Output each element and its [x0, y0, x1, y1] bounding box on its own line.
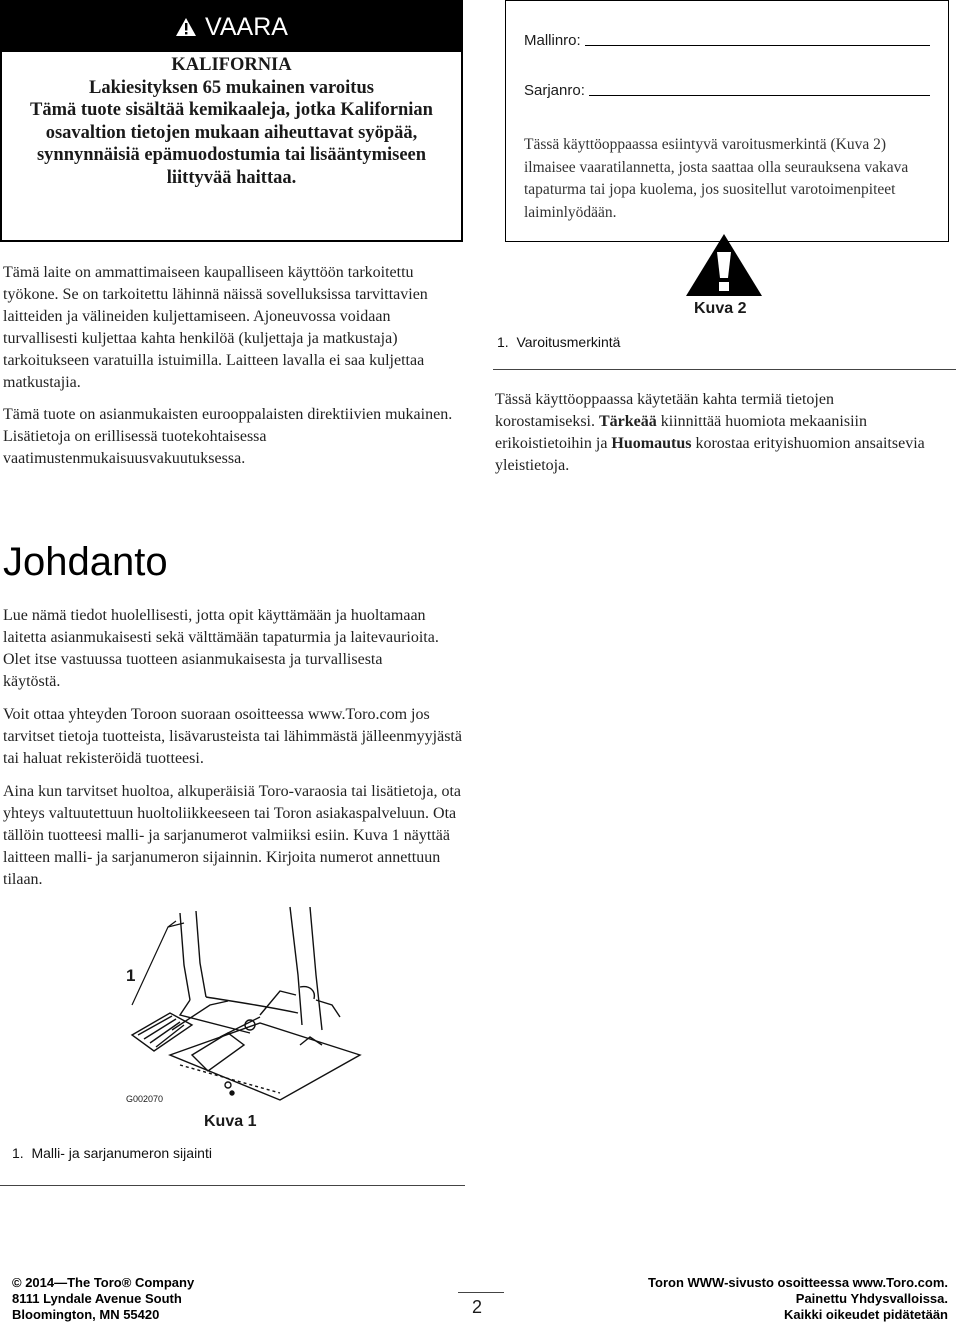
figure-2-legend: 1. Varoitusmerkintä: [497, 334, 621, 350]
section-title: Johdanto: [3, 540, 168, 584]
page-number-rule: [458, 1292, 504, 1293]
footer-website: Toron WWW-sivusto osoitteessa www.Toro.com.: [648, 1275, 948, 1290]
figure-1-callout: 1: [126, 966, 136, 985]
figure-2-caption: Kuva 2: [694, 300, 747, 317]
safety-alert-description: Tässä käyttöoppaassa esiintyvä varoitusmerkintä (Kuva 2) ilmaisee vaaratilannetta, josta saattaa olla seurauksena vakava tapaturma tai jopa kuolema, jos suositellut varotoimenpiteet laiminlyödään.: [524, 136, 909, 221]
terms-text-before: Tässä käyttöoppaassa käytetään kahta termiä tietojen korostamiseksi.: [495, 391, 834, 430]
serial-number-box: [505, 0, 949, 242]
warning-box: [0, 0, 463, 242]
terms-paragraph: [495, 389, 935, 477]
footer-left: [12, 1275, 194, 1323]
footer-printed: Painettu Yhdysvalloissa.: [795, 1291, 948, 1306]
footer-right: [648, 1275, 948, 1323]
model-number-line: [585, 45, 930, 46]
footer-copyright: © 2014—The Toro® Company: [12, 1275, 195, 1290]
warning-header: [2, 2, 461, 52]
footer-rights: Kaikki oikeudet pidätetään: [784, 1307, 948, 1322]
figure-1-legend: 1. Malli- ja sarjanumeron sijainti: [12, 1145, 212, 1161]
warning-region: KALIFORNIA: [171, 55, 292, 75]
figure-2-rule: [493, 369, 956, 370]
serial-number-line: [589, 95, 930, 96]
warning-text: Tämä tuote sisältää kemikaaleja, jotka Kalifornian osavaltion tietojen mukaan aiheuttavat syöpää, synnynnäisiä epämuodostumia tai lisääntymiseen liittyvää haittaa.: [30, 100, 433, 188]
footer-city: Bloomington, MN 55420: [12, 1307, 160, 1322]
model-number-row: [524, 27, 930, 49]
safety-alert-symbol-icon: [684, 232, 764, 298]
figure-1-code: G002070: [126, 1094, 164, 1104]
serial-number-label: Sarjanro:: [524, 82, 585, 99]
term-important: Tärkeää: [599, 413, 657, 430]
terms-text-middle: kiinnittää huomiota mekaanisiin erikoistietoihin ja: [495, 413, 867, 452]
warning-triangle-icon: [175, 17, 197, 37]
figure-1-illustration: [110, 905, 370, 1105]
warning-title: VAARA: [205, 12, 288, 41]
term-note: Huomautus: [611, 435, 692, 452]
model-number-label: Mallinro:: [524, 32, 581, 49]
section-paragraph-2: Voit ottaa yhteyden Toroon suoraan osoitteessa www.Toro.com jos tarvitset tietoja tuotteista, lisävarusteista tai lähimmästä jälleenmyyjästä tai haluat rekisteröidä tuotteesi.: [3, 706, 462, 767]
terms-text-after: korostaa erityishuomion ansaitsevia yleistietoja.: [495, 435, 925, 474]
figure-1-rule: [0, 1185, 465, 1186]
intro-paragraph-1: Tämä laite on ammattimaiseen kaupalliseen käyttöön tarkoitettu työkone. Se on tarkoitettu lähinnä näissä sovelluksissa tarvittavien laitteiden ja välineiden kuljettamiseen. Ajoneuvossa voidaan turvallisesti kuljettaa kahta henkilöä (kuljettaja ja matkustaja) tarkoitukseen varatuilla istuimilla. Laitteen lavalla ei saa kuljettaa matkustajia.: [3, 264, 428, 391]
section-paragraph-1: Lue nämä tiedot huolellisesti, jotta opit käyttämään ja huoltamaan laitetta asianmukaisesti sekä välttämään tapaturmia ja laitevaurioita. Olet itse vastuussa tuotteen asianmukaisesta ja turvallisesta käytöstä.: [3, 607, 439, 690]
footer-address: 8111 Lyndale Avenue South: [12, 1291, 182, 1306]
section-paragraph-3: Aina kun tarvitset huoltoa, alkuperäisiä Toro-varaosia tai lisätietoja, ota yhteys valtuutettuun huoltoliikkeeseen tai Toron asiakaspalveluun. Ota tällöin tuotteesi malli- ja sarjanumerot valmiiksi esiin. Kuva 1 näyttää laitteen malli- ja sarjanumeron sijainnin. Kirjoita numerot annettuun tilaan.: [3, 783, 461, 888]
page-number: 2: [472, 1297, 483, 1317]
figure-1-caption: Kuva 1: [204, 1113, 257, 1130]
warning-subtitle: Lakiesityksen 65 mukainen varoitus: [89, 77, 374, 98]
warning-body: [12, 54, 451, 189]
intro-paragraph-2: Tämä tuote on asianmukaisten eurooppalaisten direktiivien mukainen. Lisätietoja on erillisessä tuotekohtaisessa vaatimustenmukaisuusvakuutuksessa.: [3, 406, 453, 467]
serial-number-row: [524, 77, 930, 99]
